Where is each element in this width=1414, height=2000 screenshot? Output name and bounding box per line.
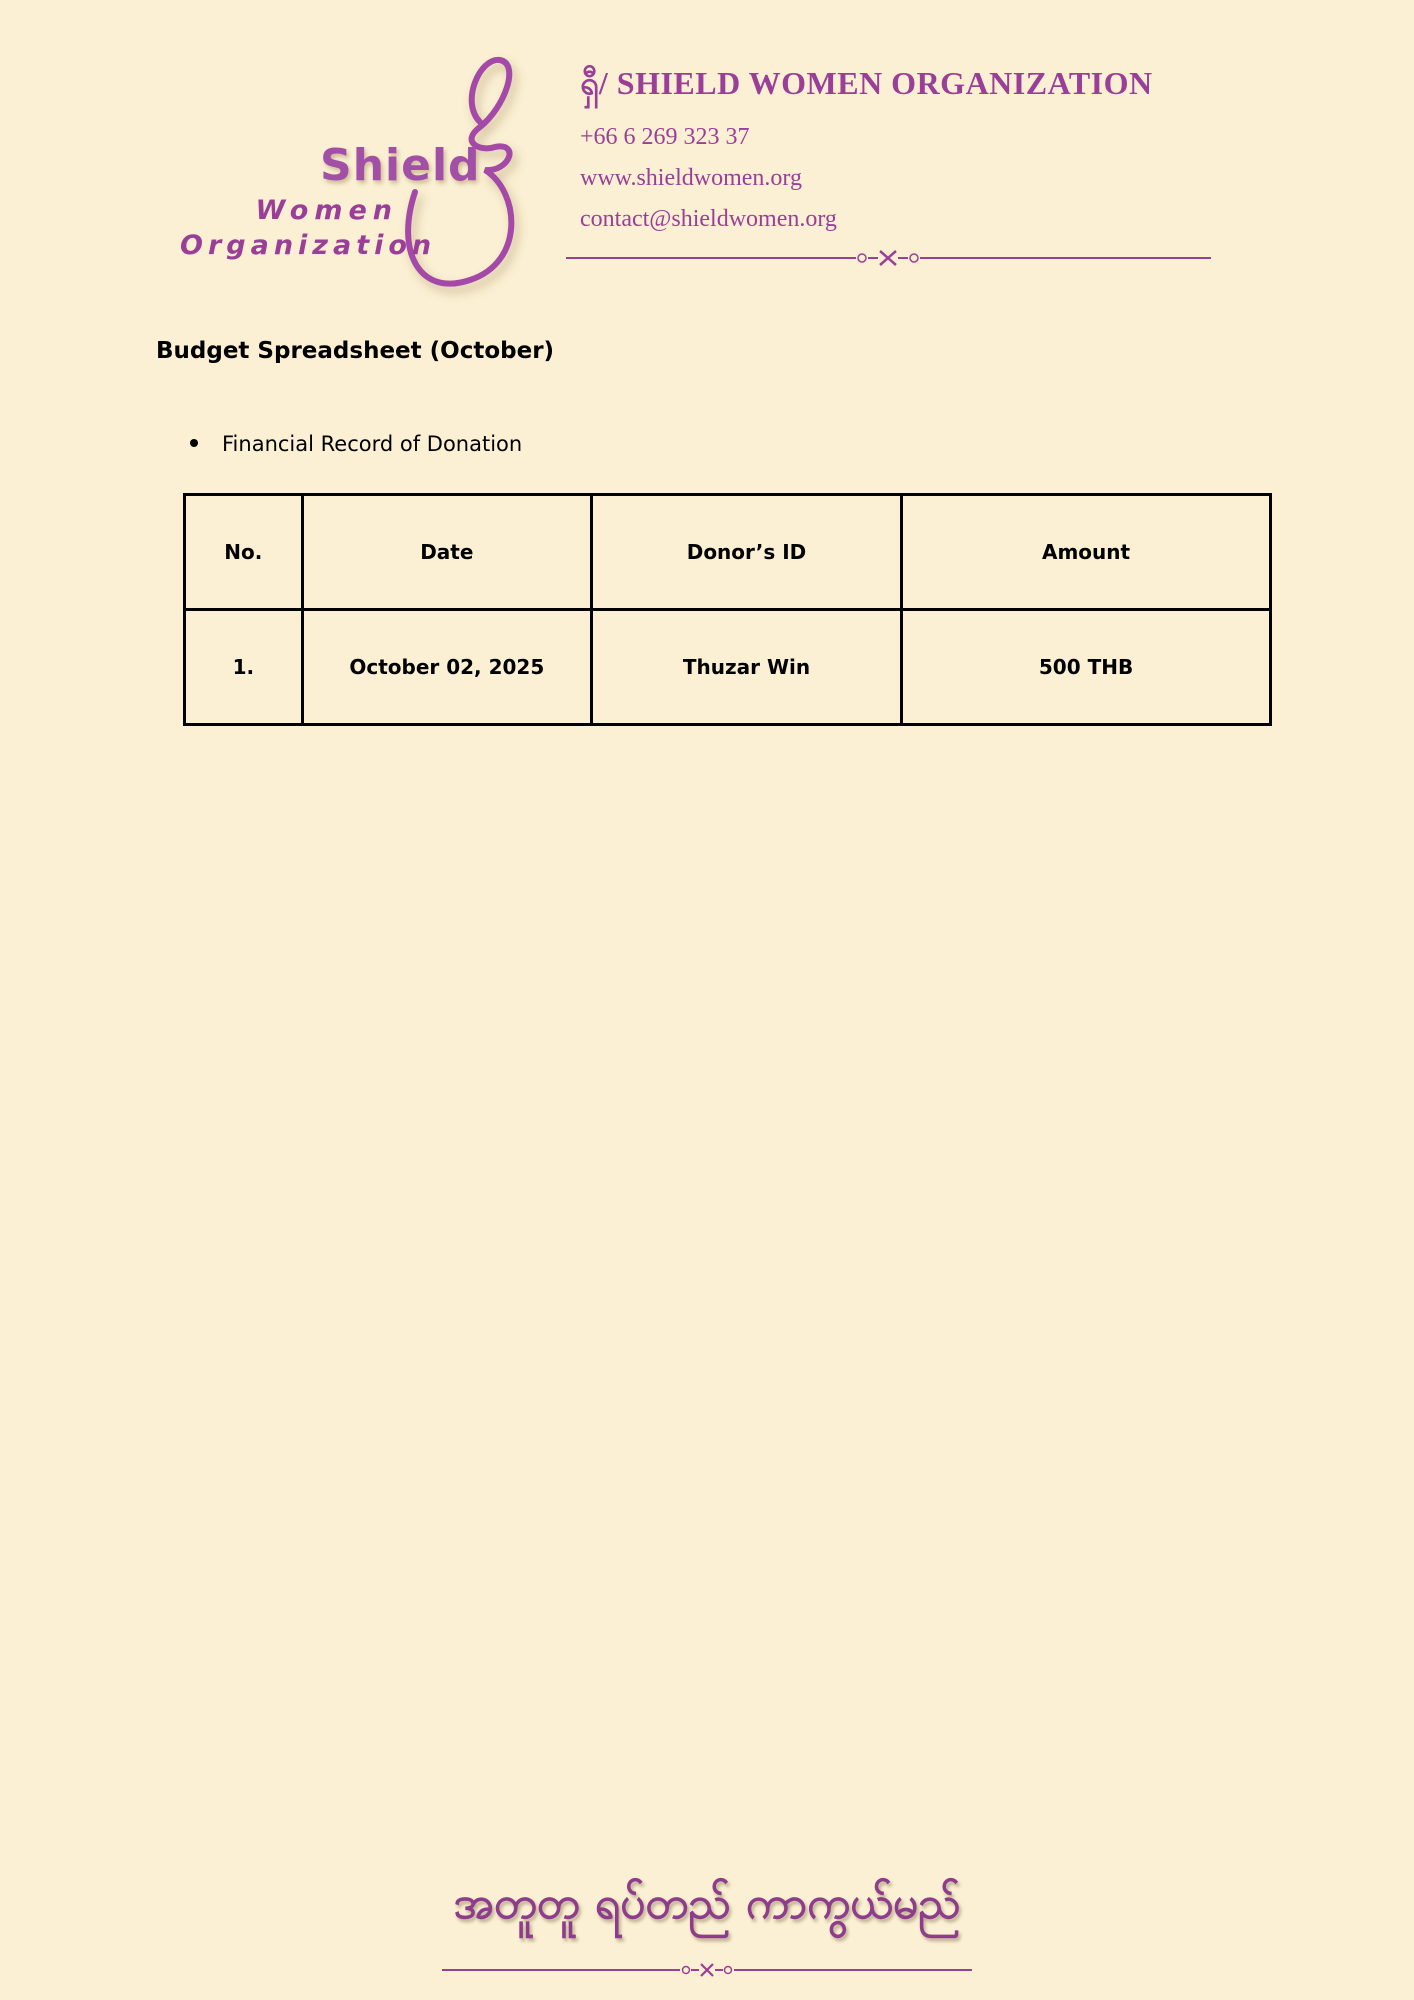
cell-date: October 02, 2025 — [302, 610, 591, 725]
logo-women-text: Women — [255, 195, 398, 226]
email-link[interactable]: contact@shieldwomen.org — [580, 206, 837, 232]
website-link[interactable]: www.shieldwomen.org — [580, 165, 802, 191]
organization-name: ရှီ/ SHIELD WOMEN ORGANIZATION — [580, 65, 1153, 101]
cell-no: 1. — [185, 610, 303, 725]
ornamental-divider — [566, 248, 1211, 268]
footer-motto: အတူတူ ရပ်တည် ကာကွယ်မည် — [453, 1878, 961, 1929]
table-row — [185, 610, 1271, 725]
table-header-row — [185, 495, 1271, 610]
column-header-no: No. — [185, 495, 303, 610]
phone-number: +66 6 269 323 37 — [580, 124, 750, 150]
logo-wordmark: Shield — [320, 140, 481, 191]
bullet-list-item — [190, 432, 522, 456]
organization-logo — [180, 52, 540, 312]
column-header-amount: Amount — [902, 495, 1271, 610]
column-header-donor-id: Donor’s ID — [591, 495, 901, 610]
column-header-date: Date — [302, 495, 591, 610]
organization-contact-block — [580, 62, 1153, 245]
donation-table — [183, 493, 1272, 726]
bullet-text: Financial Record of Donation — [222, 432, 523, 456]
bullet-icon — [190, 439, 198, 447]
footer-ornamental-divider — [442, 1962, 972, 1978]
logo-organization-text: Organization — [180, 230, 437, 261]
cell-amount: 500 THB — [902, 610, 1271, 725]
document-heading: Budget Spreadsheet (October) — [156, 338, 555, 364]
cell-donor-id: Thuzar Win — [591, 610, 901, 725]
